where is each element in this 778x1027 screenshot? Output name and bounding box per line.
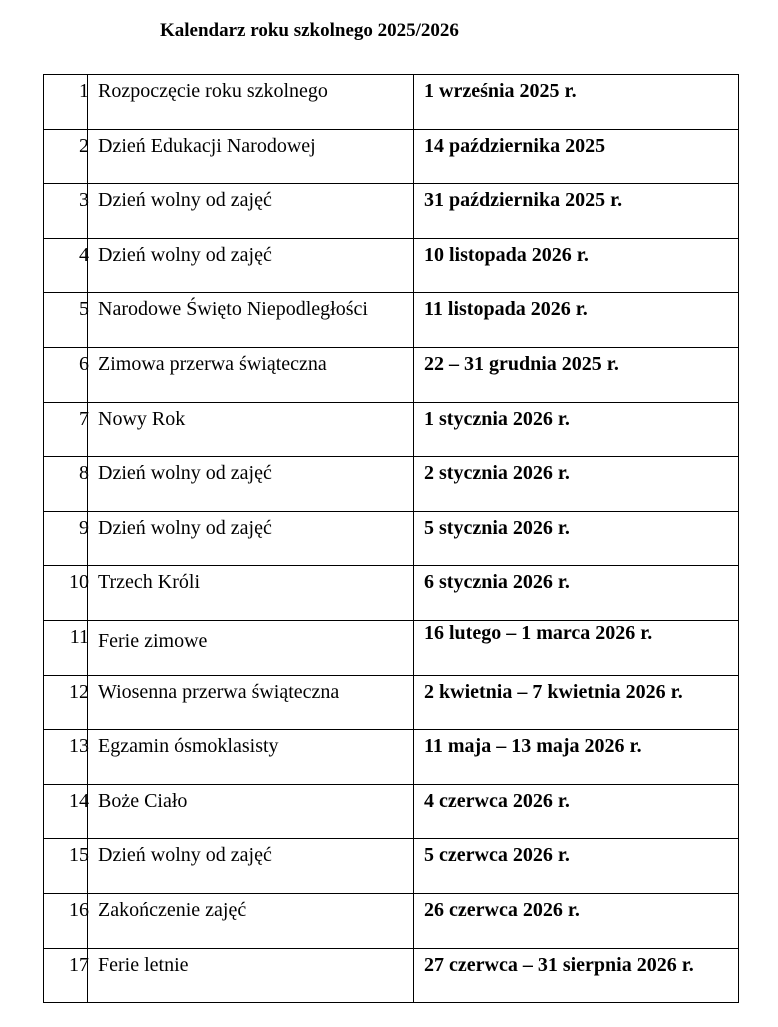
row-number: 8	[79, 462, 89, 485]
row-number: 7	[79, 407, 89, 430]
event-date: 1 września 2025 r.	[424, 80, 577, 102]
event-date: 4 czerwca 2026 r.	[424, 789, 570, 812]
table-row	[44, 566, 739, 621]
event-date: 11 maja – 13 maja 2026 r.	[424, 735, 642, 758]
event-name: Wiosenna przerwa świąteczna	[98, 680, 340, 703]
row-number: 16	[69, 898, 89, 921]
date-cell	[414, 893, 739, 948]
row-number-cell	[44, 511, 88, 566]
table-row	[44, 75, 739, 130]
row-number: 15	[69, 844, 89, 867]
event-name: Dzień wolny od zajęć	[98, 462, 272, 485]
event-cell	[88, 457, 414, 512]
event-name: Dzień wolny od zajęć	[98, 189, 272, 212]
date-cell	[414, 457, 739, 512]
event-name: Dzień wolny od zajęć	[98, 844, 272, 867]
date-cell	[414, 184, 739, 239]
event-date: 16 lutego – 1 marca 2026 r.	[424, 621, 653, 644]
event-name: Boże Ciało	[98, 789, 188, 812]
event-name: Nowy Rok	[98, 407, 186, 430]
event-cell	[88, 129, 414, 184]
row-number: 13	[69, 735, 89, 758]
row-number: 14	[69, 789, 89, 812]
row-number-cell	[44, 839, 88, 894]
event-cell	[88, 75, 414, 130]
event-name: Ferie zimowe	[98, 629, 208, 652]
table-row	[44, 238, 739, 293]
date-cell	[414, 293, 739, 348]
row-number-cell	[44, 784, 88, 839]
row-number: 11	[69, 625, 89, 648]
event-cell	[88, 948, 414, 1003]
event-cell	[88, 620, 414, 675]
event-cell	[88, 675, 414, 730]
event-date: 2 kwietnia – 7 kwietnia 2026 r.	[424, 680, 683, 703]
event-name: Dzień wolny od zajęć	[98, 243, 272, 266]
event-name: Zakończenie zajęć	[98, 898, 247, 921]
event-date: 11 listopada 2026 r.	[424, 298, 588, 321]
row-number-cell	[44, 402, 88, 457]
event-cell	[88, 893, 414, 948]
event-name: Dzień Edukacji Narodowej	[98, 134, 316, 157]
event-date: 2 stycznia 2026 r.	[424, 462, 570, 485]
event-name: Ferie letnie	[98, 953, 189, 976]
table-row	[44, 675, 739, 730]
event-date: 10 listopada 2026 r.	[424, 243, 589, 266]
table-row	[44, 511, 739, 566]
event-date: 26 czerwca 2026 r.	[424, 898, 580, 921]
event-cell	[88, 293, 414, 348]
row-number-cell	[44, 293, 88, 348]
event-name: Zimowa przerwa świąteczna	[98, 352, 327, 375]
date-cell	[414, 730, 739, 785]
school-calendar-table	[43, 74, 739, 1003]
row-number-cell	[44, 184, 88, 239]
event-name: Rozpoczęcie roku szkolnego	[98, 80, 328, 102]
event-date: 5 czerwca 2026 r.	[424, 844, 570, 867]
table-row	[44, 457, 739, 512]
event-cell	[88, 238, 414, 293]
table-row	[44, 184, 739, 239]
event-cell	[88, 839, 414, 894]
event-date: 5 stycznia 2026 r.	[424, 516, 570, 539]
date-cell	[414, 784, 739, 839]
row-number-cell	[44, 566, 88, 621]
event-name: Egzamin ósmoklasisty	[98, 735, 279, 758]
row-number-cell	[44, 730, 88, 785]
row-number: 5	[79, 298, 89, 321]
date-cell	[414, 839, 739, 894]
event-date: 22 – 31 grudnia 2025 r.	[424, 352, 619, 375]
event-name: Dzień wolny od zajęć	[98, 516, 272, 539]
row-number-cell	[44, 347, 88, 402]
row-number-cell	[44, 620, 88, 675]
row-number: 12	[69, 680, 89, 703]
table-row	[44, 293, 739, 348]
table-row	[44, 839, 739, 894]
event-date: 31 października 2025 r.	[424, 189, 623, 212]
table-row	[44, 784, 739, 839]
event-cell	[88, 566, 414, 621]
table-row	[44, 347, 739, 402]
table-row	[44, 893, 739, 948]
document-title: Kalendarz roku szkolnego 2025/2026	[160, 20, 459, 41]
table-row	[44, 730, 739, 785]
row-number: 6	[79, 352, 89, 375]
row-number-cell	[44, 238, 88, 293]
row-number-cell	[44, 129, 88, 184]
event-name: Narodowe Święto Niepodległości	[98, 298, 368, 321]
row-number: 2	[79, 134, 89, 157]
event-cell	[88, 402, 414, 457]
date-cell	[414, 75, 739, 130]
row-number-cell	[44, 675, 88, 730]
table-row	[44, 129, 739, 184]
table-row	[44, 948, 739, 1003]
date-cell	[414, 402, 739, 457]
date-cell	[414, 347, 739, 402]
event-cell	[88, 511, 414, 566]
table-row	[44, 620, 739, 675]
date-cell	[414, 238, 739, 293]
date-cell	[414, 129, 739, 184]
event-date: 14 października 2025	[424, 134, 606, 157]
row-number-cell	[44, 75, 88, 130]
row-number: 4	[79, 243, 89, 266]
row-number-cell	[44, 948, 88, 1003]
row-number: 1	[79, 80, 89, 102]
date-cell	[414, 511, 739, 566]
row-number-cell	[44, 893, 88, 948]
event-date: 6 stycznia 2026 r.	[424, 571, 570, 594]
event-date: 1 stycznia 2026 r.	[424, 407, 570, 430]
date-cell	[414, 620, 739, 675]
event-date: 27 czerwca – 31 sierpnia 2026 r.	[424, 953, 694, 976]
date-cell	[414, 948, 739, 1003]
event-name: Trzech Króli	[98, 571, 201, 594]
row-number: 17	[69, 953, 89, 976]
row-number: 3	[79, 189, 89, 212]
row-number: 10	[69, 571, 89, 594]
row-number: 9	[79, 516, 89, 539]
event-cell	[88, 730, 414, 785]
row-number-cell	[44, 457, 88, 512]
event-cell	[88, 347, 414, 402]
event-cell	[88, 184, 414, 239]
date-cell	[414, 566, 739, 621]
table-row	[44, 402, 739, 457]
date-cell	[414, 675, 739, 730]
event-cell	[88, 784, 414, 839]
